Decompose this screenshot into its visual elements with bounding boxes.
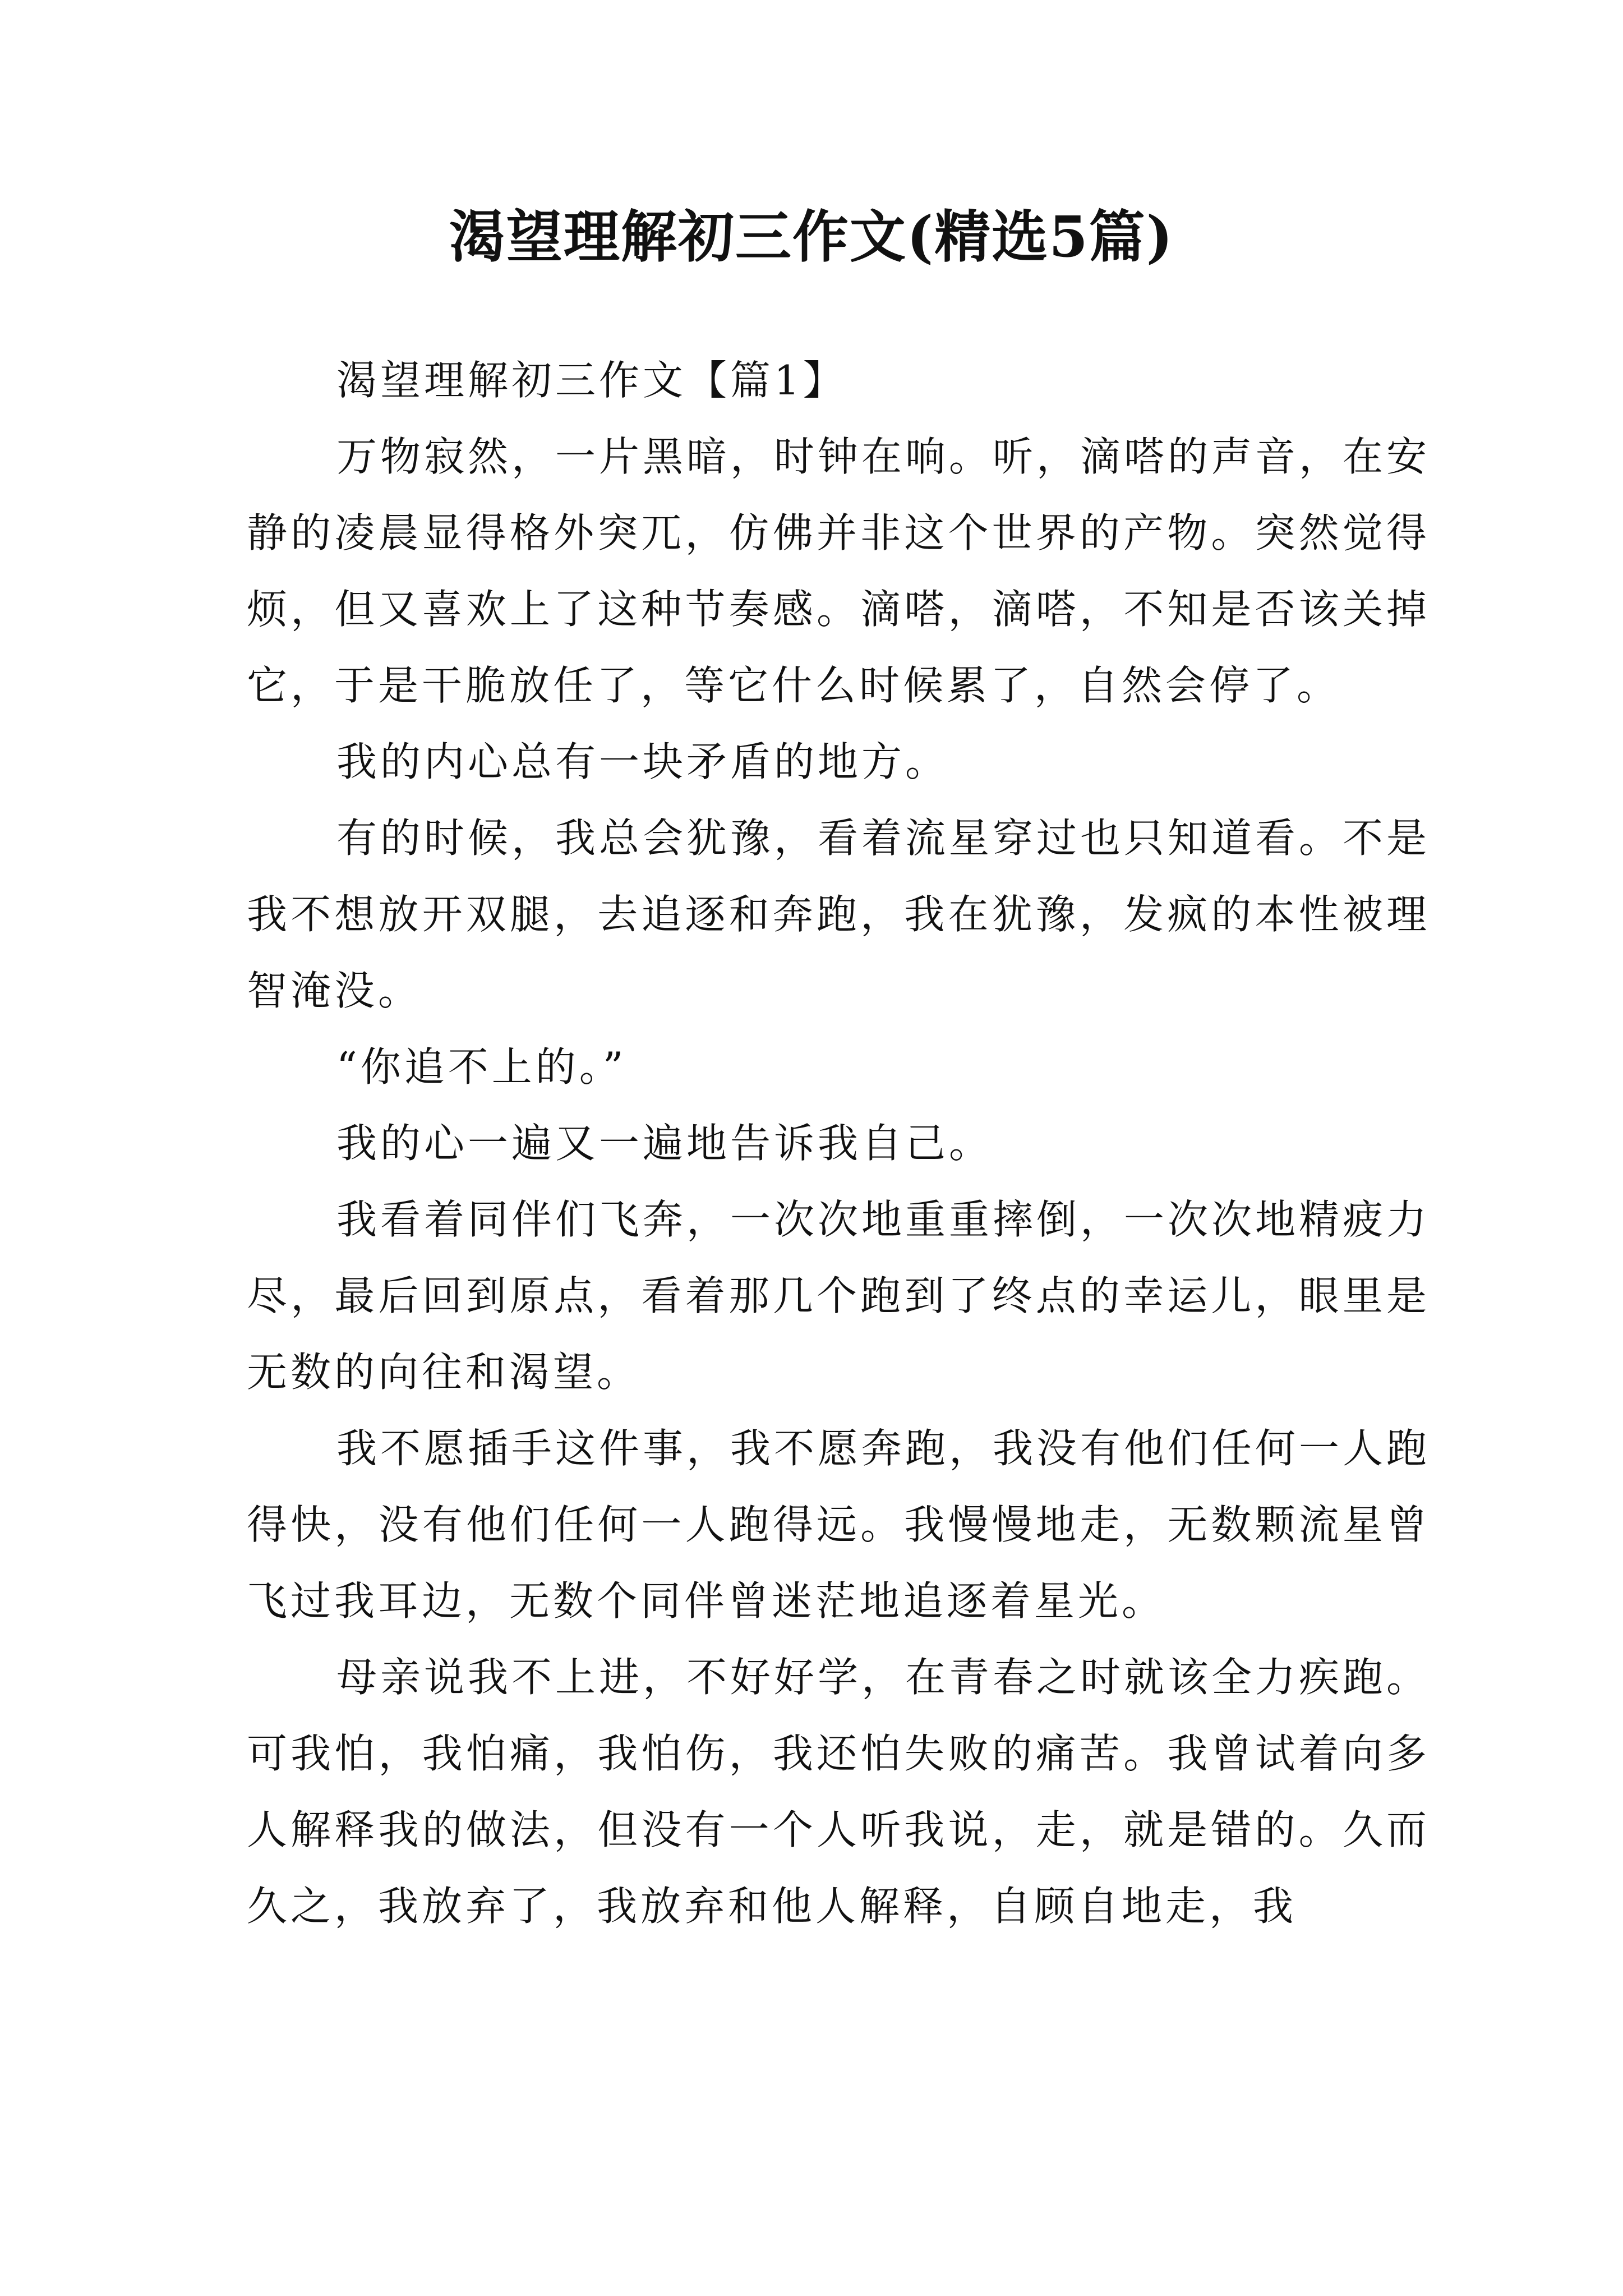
paragraph: 我看着同伴们飞奔，一次次地重重摔倒，一次次地精疲力尽，最后回到原点，看着那几个跑到了终点的幸运儿，眼里是无数的向往和渴望。 xyxy=(247,1196,1431,1396)
paragraph: 我不愿插手这件事，我不愿奔跑，我没有他们任何一人跑得快，没有他们任何一人跑得远。我慢慢地走，无数颗流星曾飞过我耳边，无数个同伴曾迷茫地追逐着星光。 xyxy=(247,1425,1431,1625)
section-heading: 渴望理解初三作文【篇1】 xyxy=(336,357,847,404)
document-body xyxy=(247,342,1430,1944)
paragraph: 我的内心总有一块矛盾的地方。 xyxy=(336,738,949,785)
paragraph: 母亲说我不上进，不好好学，在青春之时就该全力疾跑。可我怕，我怕痛，我怕伤，我还怕失败的痛苦。我曾试着向多人解释我的做法，但没有一个人听我说，走，就是错的。久而久之，我放弃了，我放弃和他人解释，自顾自地走，我 xyxy=(247,1654,1431,1930)
paragraph: 万物寂然，一片黑暗，时钟在响。听，滴嗒的声音，在安静的凌晨显得格外突兀，仿佛并非这个世界的产物。突然觉得烦，但又喜欢上了这种节奏感。滴嗒，滴嗒，不知是否该关掉它，于是干脆放任了，等它什么时候累了，自然会停了。 xyxy=(247,433,1431,709)
paragraph: 我的心一遍又一遍地告诉我自己。 xyxy=(336,1120,993,1167)
paragraph: 有的时候，我总会犹豫，看着流星穿过也只知道看。不是我不想放开双腿，去追逐和奔跑，我在犹豫，发疯的本性被理智淹没。 xyxy=(247,815,1431,1014)
paragraph: “你追不上的。” xyxy=(336,1043,627,1091)
document-title: 渴望理解初三作文(精选5篇) xyxy=(449,204,1174,270)
